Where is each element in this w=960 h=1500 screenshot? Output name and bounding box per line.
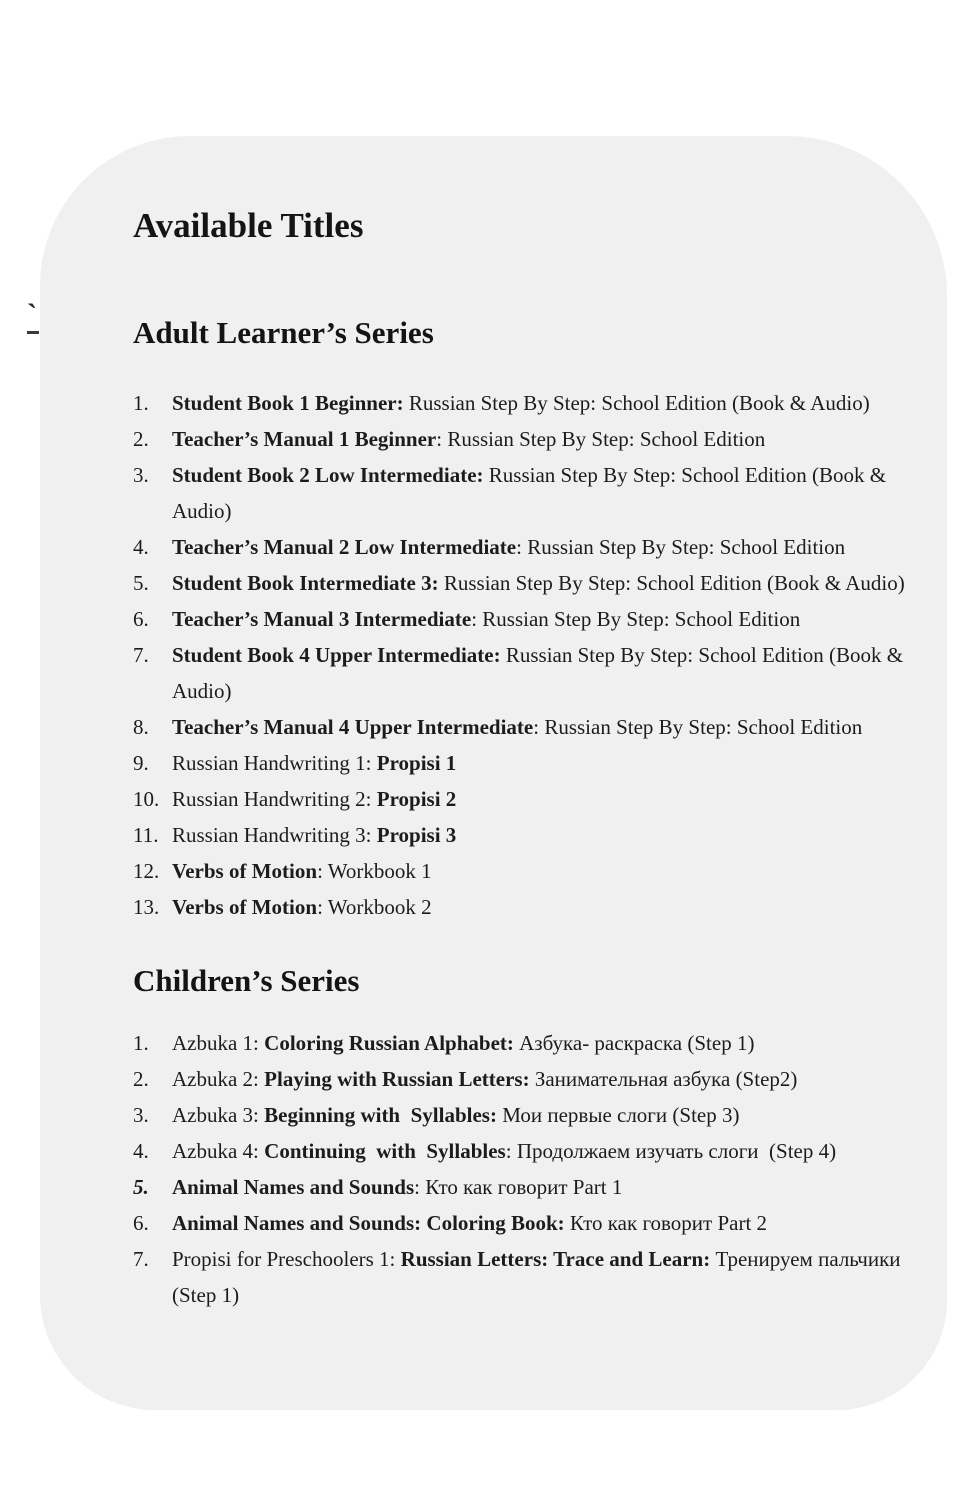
- list-item-number: 1.: [133, 1031, 149, 1055]
- list-item: [133, 565, 923, 601]
- list-item-number: 12.: [133, 859, 160, 883]
- list-item-text: [172, 787, 456, 811]
- list-item-text: [172, 823, 456, 847]
- book-title-regular: : Workbook 1: [317, 859, 432, 883]
- book-title-bold: Continuing with Syllables: [264, 1139, 506, 1163]
- list-item-number: 13.: [133, 895, 160, 919]
- book-title-bold: Beginning with Syllables:: [264, 1103, 497, 1127]
- list-item: [133, 457, 923, 529]
- list-item-number: 5.: [133, 1175, 149, 1199]
- list-item: [133, 637, 923, 709]
- book-title-regular: Russian Handwriting 1:: [172, 751, 377, 775]
- book-title-regular: Russian Step By Step: School Edition (Book & Audio): [403, 391, 870, 415]
- list-item-number: 3.: [133, 1103, 149, 1127]
- book-title-regular: : Продолжаем изучать слоги (Step 4): [505, 1139, 837, 1163]
- list-item: [133, 421, 923, 457]
- list-item-text: [172, 715, 862, 739]
- book-title-regular: Кто как говорит Part 2: [564, 1211, 768, 1235]
- list-item-text: [172, 535, 845, 559]
- book-title-bold: Student Book Intermediate 3:: [172, 571, 439, 595]
- list-item: [133, 889, 923, 925]
- book-title-bold: Playing with Russian Letters:: [264, 1067, 530, 1091]
- book-title-regular: Азбука- раскраска (Step 1): [513, 1031, 755, 1055]
- book-title-bold: Student Book 1 Beginner:: [172, 391, 404, 415]
- list-item-text: [172, 1103, 739, 1127]
- book-title-regular: : Russian Step By Step: School Edition: [533, 715, 863, 739]
- book-title-regular: Audio): [172, 499, 232, 523]
- document-page: [40, 136, 947, 1410]
- list-item-text: [172, 751, 456, 775]
- children-series-list: [133, 1025, 923, 1313]
- book-title-regular: Занимательная азбука (Step2): [529, 1067, 798, 1091]
- section-heading-adult: Adult Learner’s Series: [133, 315, 434, 350]
- list-item-number: 10.: [133, 787, 160, 811]
- list-item-text: [172, 1139, 836, 1163]
- book-title-bold: Verbs of Motion: [172, 859, 318, 883]
- list-item: [133, 1025, 923, 1061]
- book-title-bold: Russian Letters: Trace and Learn:: [400, 1247, 711, 1271]
- adult-series-list: [133, 385, 923, 925]
- list-item-number: 3.: [133, 463, 149, 487]
- list-item-number: 4.: [133, 535, 149, 559]
- list-item-text: [172, 607, 800, 631]
- book-title-bold: Animal Names and Sounds: [172, 1175, 415, 1199]
- list-item-text: [172, 1067, 797, 1091]
- section-adult-series: [40, 313, 947, 925]
- list-item-text: [172, 1247, 901, 1307]
- book-title-regular: Azbuka 1:: [172, 1031, 265, 1055]
- list-item-number: 11.: [133, 823, 159, 847]
- book-title-regular: Мои первые слоги (Step 3): [496, 1103, 740, 1127]
- book-title-bold: Propisi 2: [376, 787, 457, 811]
- list-item-number: 9.: [133, 751, 149, 775]
- book-title-regular: Propisi for Preschoolers 1:: [172, 1247, 401, 1271]
- book-title-bold: Animal Names and Sounds: Coloring Book:: [172, 1211, 565, 1235]
- list-item-number: 5.: [133, 571, 149, 595]
- list-item-number: 7.: [133, 643, 149, 667]
- list-item-number: 6.: [133, 607, 149, 631]
- list-item: [133, 1241, 923, 1313]
- list-item: [133, 817, 923, 853]
- list-item: [133, 529, 923, 565]
- book-title-regular: Russian Step By Step: School Edition (Book & Audio): [438, 571, 905, 595]
- book-title-regular: Audio): [172, 679, 232, 703]
- list-item-number: 8.: [133, 715, 149, 739]
- book-title-bold: Teacher’s Manual 4 Upper Intermediate: [172, 715, 534, 739]
- list-item-number: 4.: [133, 1139, 149, 1163]
- list-item: [133, 1061, 923, 1097]
- stray-mark-glyph: `: [27, 298, 37, 331]
- stray-mark-underline: [27, 331, 39, 334]
- list-item-text: [172, 463, 886, 523]
- book-title-regular: : Workbook 2: [317, 895, 432, 919]
- list-item-text: [172, 1031, 754, 1055]
- book-title-bold: Coloring Russian Alphabet:: [264, 1031, 514, 1055]
- list-item-text: [172, 1211, 767, 1235]
- book-title-regular: Azbuka 4:: [172, 1139, 265, 1163]
- list-item: [133, 1133, 923, 1169]
- book-title-bold: Teacher’s Manual 2 Low Intermediate: [172, 535, 517, 559]
- list-item-number: 7.: [133, 1247, 149, 1271]
- book-title-bold: Teacher’s Manual 1 Beginner: [172, 427, 437, 451]
- book-title-bold: Verbs of Motion: [172, 895, 318, 919]
- list-item-text: [172, 895, 432, 919]
- book-title-regular: Russian Step By Step: School Edition (Book &: [500, 643, 904, 667]
- list-item: [133, 1097, 923, 1133]
- list-item-number: 1.: [133, 391, 149, 415]
- list-item: [133, 1205, 923, 1241]
- book-title-regular: : Russian Step By Step: School Edition: [471, 607, 801, 631]
- list-item-text: [172, 571, 905, 595]
- list-item: [133, 385, 923, 421]
- list-item: [133, 745, 923, 781]
- list-item: [133, 1169, 923, 1205]
- list-item-text: [172, 427, 765, 451]
- list-item-text: [172, 643, 903, 703]
- list-item: [133, 601, 923, 637]
- list-item-text: [172, 1175, 622, 1199]
- book-title-regular: : Russian Step By Step: School Edition: [436, 427, 766, 451]
- list-item: [133, 709, 923, 745]
- book-title-regular: : Кто как говорит Part 1: [414, 1175, 623, 1199]
- list-item: [133, 781, 923, 817]
- page-title: Available Titles: [133, 206, 364, 245]
- section-children-series: [40, 961, 947, 1313]
- book-title-regular: Russian Step By Step: School Edition (Book &: [483, 463, 887, 487]
- book-title-regular: Russian Handwriting 2:: [172, 787, 377, 811]
- book-title-bold: Student Book 2 Low Intermediate:: [172, 463, 484, 487]
- list-item-text: [172, 859, 432, 883]
- book-title-regular: Russian Handwriting 3:: [172, 823, 377, 847]
- section-heading-children: Children’s Series: [133, 963, 360, 998]
- book-title-regular: Azbuka 3:: [172, 1103, 265, 1127]
- book-title-bold: Propisi 1: [376, 751, 457, 775]
- list-item-number: 6.: [133, 1211, 149, 1235]
- list-item-text: [172, 391, 870, 415]
- list-item-number: 2.: [133, 427, 149, 451]
- list-item-number: 2.: [133, 1067, 149, 1091]
- book-title-regular: : Russian Step By Step: School Edition: [516, 535, 846, 559]
- book-title-regular: Azbuka 2:: [172, 1067, 265, 1091]
- book-title-regular: (Step 1): [172, 1283, 240, 1307]
- book-title-bold: Student Book 4 Upper Intermediate:: [172, 643, 501, 667]
- book-title-regular: Тренируем пальчики: [710, 1247, 901, 1271]
- book-title-bold: Propisi 3: [376, 823, 457, 847]
- list-item: [133, 853, 923, 889]
- book-title-bold: Teacher’s Manual 3 Intermediate: [172, 607, 472, 631]
